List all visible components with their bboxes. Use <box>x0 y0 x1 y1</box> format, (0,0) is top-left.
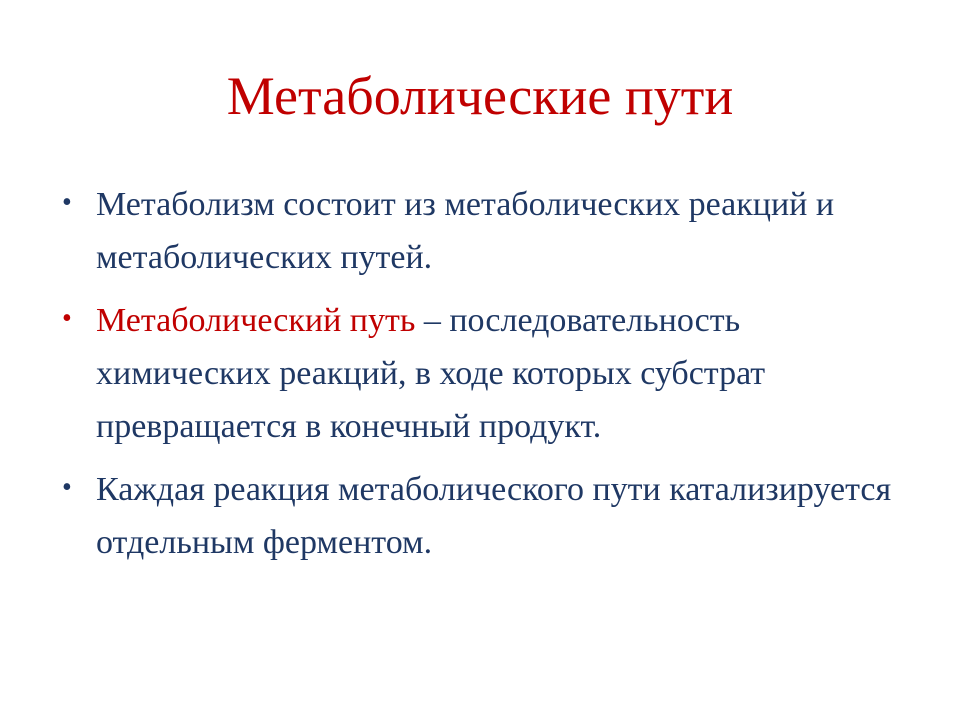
bullet-item-enzyme <box>62 463 922 569</box>
bullet-text: Каждая реакция метаболического пути катализируется отдельным ферментом. <box>96 471 892 561</box>
bullet-dot-icon: • <box>62 472 72 503</box>
bullet-item-metabolism <box>62 178 922 284</box>
bullet-item-metabolic-pathway <box>62 294 922 453</box>
bullet-term: Метаболический путь <box>96 302 416 339</box>
slide-title: Метаболические пути <box>226 66 734 126</box>
bullet-list <box>62 178 922 579</box>
bullet-dot-icon: • <box>62 303 72 334</box>
bullet-text: Метаболизм состоит из метаболических реакций и метаболических путей. <box>96 186 835 276</box>
bullet-text: – последовательность химических реакций, в ходе которых субстрат превращается в конечный продукт. <box>96 302 766 445</box>
bullet-dot-icon: • <box>62 187 72 218</box>
